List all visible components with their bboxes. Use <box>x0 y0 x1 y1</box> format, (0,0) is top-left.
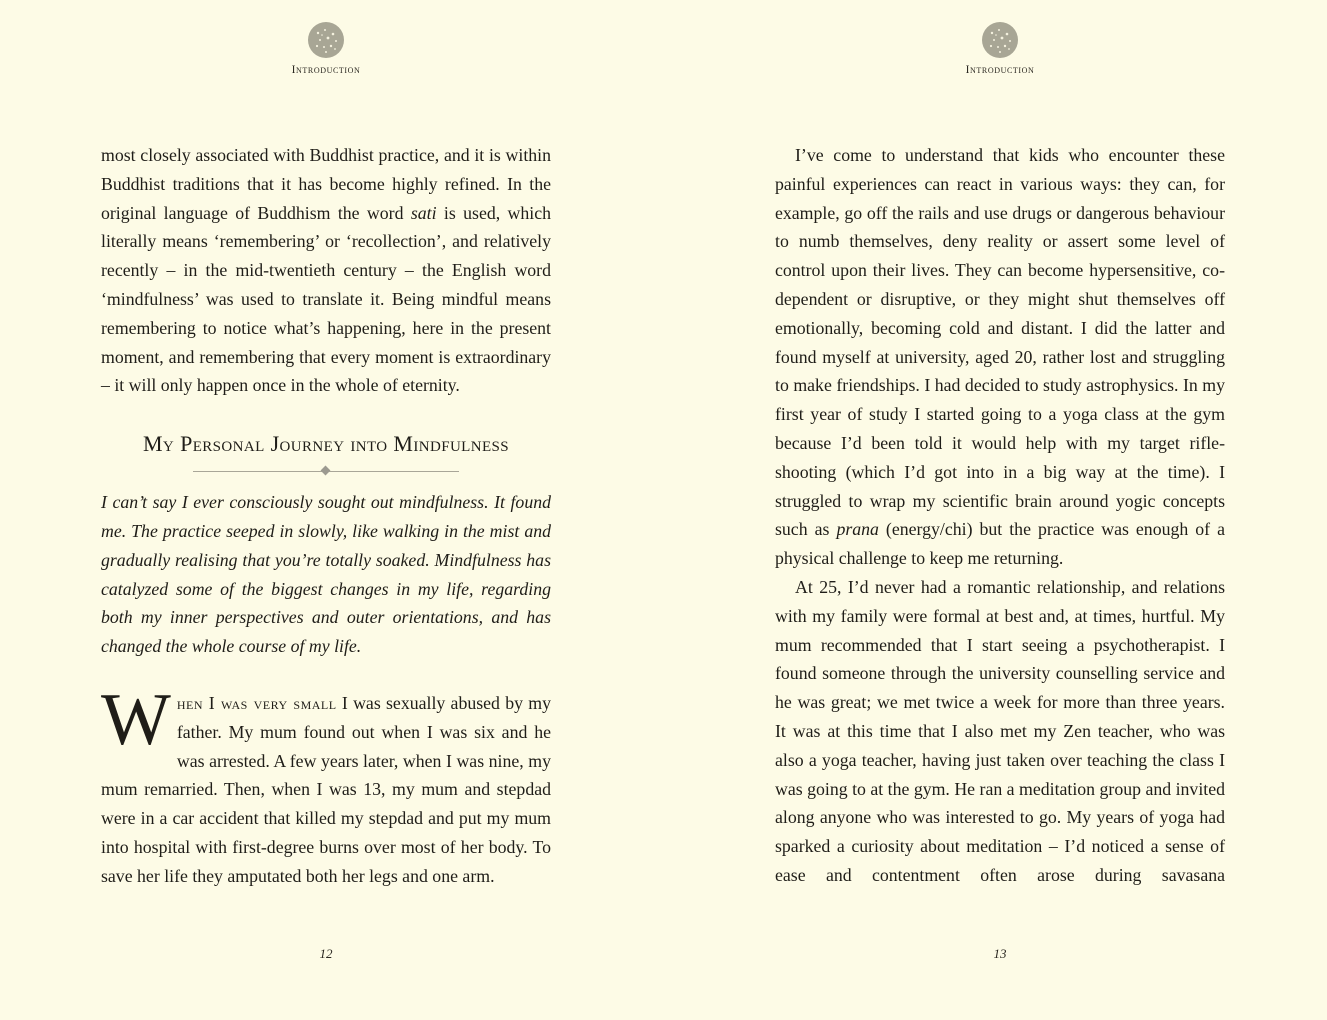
page-number: 12 <box>319 946 333 961</box>
page-number: 13 <box>993 946 1007 961</box>
paragraph <box>775 141 1225 573</box>
text-run: (energy/chi) but the practice was enough of a physical challenge to keep me returning. <box>775 519 1225 569</box>
right-page-body <box>775 141 1225 890</box>
right-page <box>775 0 1225 1020</box>
text-run: is used, which literally means ‘remembering’ or ‘recollection’, and relatively recently – in the mid-twentieth century – the English word ‘mindfulness’ was used to translate it. Being mindful means remembering to notice what’s happening, here in the present moment, and remembering that every moment is extraordinary – it will only happen once in the whole of eternity. <box>101 202 551 396</box>
paragraph <box>101 141 551 400</box>
opening-small-caps: hen I was very small <box>176 692 337 713</box>
running-head: Introduction <box>965 64 1035 76</box>
left-page-header <box>101 22 551 76</box>
right-page-header <box>775 22 1225 76</box>
section-heading: My Personal Journey into Mindfulness <box>142 431 510 457</box>
opening-paragraph <box>101 678 551 891</box>
diamond-ornament-icon <box>321 466 331 476</box>
starry-circle-icon <box>982 22 1018 58</box>
left-page-body <box>101 141 551 891</box>
text-run: most closely associated with Buddhist practice, and it is within Buddhist traditions that it has become highly refined. In the original language of Buddhism the word <box>101 145 551 223</box>
ornament-divider <box>193 466 459 478</box>
running-head: Introduction <box>291 64 361 76</box>
italic-term: sati <box>410 202 437 223</box>
drop-cap: W <box>101 678 171 761</box>
left-page <box>101 0 551 1020</box>
epigraph: I can’t say I ever consciously sought out mindfulness. It found me. The practice seeped in slowly, like walking in the mist and gradually realising that you’re totally soaked. Mindfulness has catalyzed some of the biggest changes in my life, regarding both my inner perspectives and outer orientations, and has changed the whole course of my life. <box>101 492 551 657</box>
text-run: I’ve come to understand that kids who encounter these painful experiences can react in various ways: they can, for example, go off the rails and use drugs or dangerous behaviour to numb themselves, deny reality or assert some level of control upon their lives. They can become hypersensitive, co-dependent or disruptive, or they might shut themselves off emotionally, becoming cold and distant. I did the latter and found myself at university, aged 20, rather lost and struggling to make friendships. I had decided to study astrophysics. In my first year of study I started going to a yoga class at the gym because I’d been told it would help with my target rifle-shooting (which I’d got into in a big way at the time). I struggled to wrap my scientific brain around yogic concepts such as <box>775 145 1225 540</box>
paragraph: At 25, I’d never had a romantic relationship, and relations with my family were formal at best and, at times, hurtful. My mum recommended that I start seeing a psychotherapist. I found someone through the university counselling service and he was great; we met twice a week for more than three years. It was at this time that I also met my Zen teacher, who was also a yoga teacher, having just taken over teaching the class I was going to at the gym. He ran a meditation group and invited along anyone who was interested to go. My years of yoga had sparked a curiosity about meditation – I’d noticed a sense of ease and contentment often arose during savasana <box>775 576 1225 885</box>
italic-term: prana <box>836 519 879 540</box>
text-run: I was sexually abused by my father. My mum found out when I was six and he was arrested. A few years later, when I was nine, my mum remarried. Then, when I was 13, my mum and stepdad were in a car accident that killed my stepdad and put my mum into hospital with first-degree burns over most of her body. To save her life they amputated both her legs and one arm. <box>101 692 551 886</box>
starry-circle-icon <box>308 22 344 58</box>
